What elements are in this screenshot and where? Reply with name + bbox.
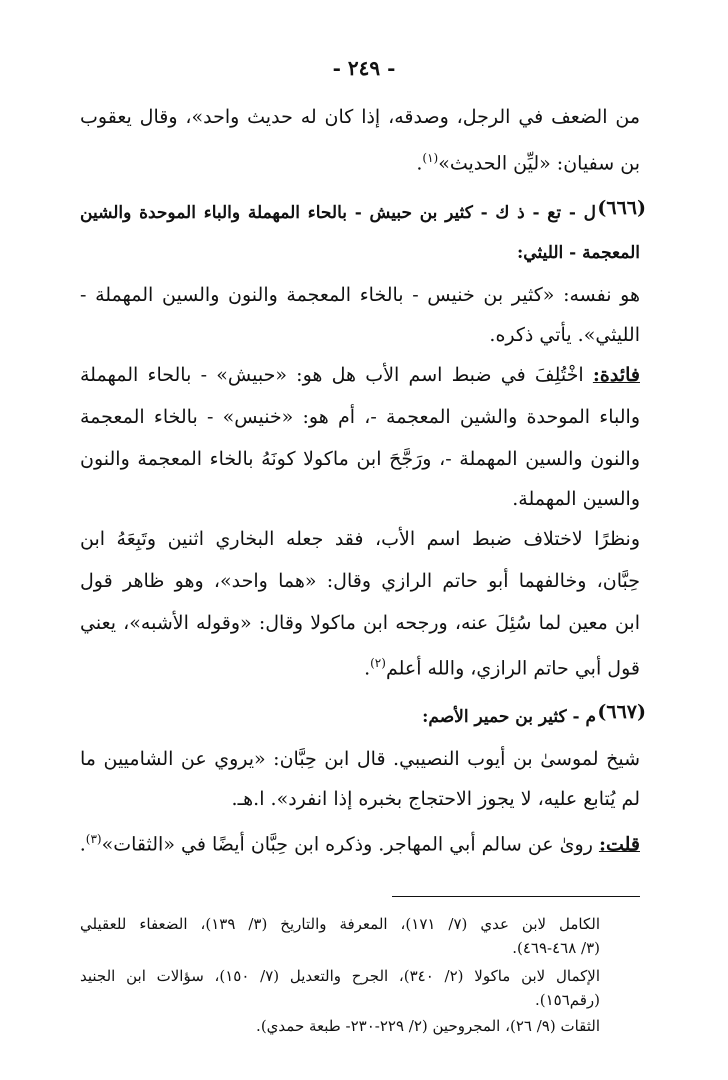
text-line: قلت: روىٰ عن سالم أبي المهاجر. وذكره ابن حِبَّان أيضًا في «الثقات»$^{(٣)}$. <box>80 832 640 856</box>
footnote-text: الكامل لابن عدي (٧/ ١٧١)، المعرفة والتاريخ (٣/ ١٣٩)، الضعفاء للعقيلي <box>80 915 600 933</box>
text-line: الليثي». يأتي ذكره. <box>489 324 640 346</box>
footnote-text: الإكمال لابن ماكولا (٢/ ٣٤٠)، الجرح والتعديل (٧/ ١٥٠)، سؤالات ابن الجنيد <box>80 967 600 985</box>
text-line: والنون والسين المهملة -، ورَجَّحَ ابن ماكولا كونَهُ بالخاء المعجمة والنون <box>80 448 640 470</box>
text-line: هو نفسه: «كثير بن خنيس - بالخاء المعجمة والنون والسين المهملة - <box>80 284 640 306</box>
text-line: بن سفيان: «ليِّن الحديث»$^{(١)}$. <box>416 151 640 175</box>
qult-label: قلت: <box>598 833 640 856</box>
text-line: والسين المهملة. <box>512 488 640 510</box>
footnote-divider <box>392 896 640 897</box>
text-line: فائدة: اخْتُلِفَ في ضبط اسم الأب هل هو: «حبيش» - بالحاء المهملة <box>80 364 640 386</box>
text-line: قول أبي حاتم الرازي، والله أعلم$^{(٢)}$. <box>364 656 640 680</box>
text-line: من الضعف في الرجل، وصدقه، إذا كان له حديث واحد»، وقال يعقوب <box>80 106 640 128</box>
entry-number: (٦٦٦) <box>597 197 646 219</box>
text-line: والباء الموحدة والشين المعجمة -، أم هو: «خنيس» - بالخاء المعجمة <box>80 406 640 428</box>
text-line: شيخ لموسىٰ بن أيوب النصيبي. قال ابن حِبَّان: «يروي عن الشاميين ما <box>80 748 640 770</box>
text-line: ابن معين لما سُئِلَ عنه، ورجحه ابن ماكولا وقال: «وقوله الأشبه»، يعني <box>80 612 640 634</box>
entry-heading: المعجمة - الليثي: <box>517 243 640 263</box>
footnote-text: (٣/ ٤٦٨-٤٦٩). <box>512 939 600 957</box>
entry-heading: ل - تع - ذ ك - كثير بن حبيش - بالحاء المهملة والباء الموحدة والشين <box>80 203 596 223</box>
text-line: لم يُتابع عليه، لا يجوز الاحتجاج بخبره إذا انفرد». ا.هـ. <box>231 788 640 810</box>
footnote-ref: (١) <box>422 151 439 165</box>
entry-heading: م - كثير بن حمير الأصم: <box>422 707 596 727</box>
page-number: - ٢٤٩ - <box>332 56 396 80</box>
entry-number: (٦٦٧) <box>597 701 646 723</box>
footnote-text: الثقات (٩/ ٢٦)، المجروحين (٢/ ٢٢٩-٢٣٠- طبعة حمدي). <box>256 1017 600 1035</box>
footnote-text: (رقم١٥٦). <box>534 991 600 1009</box>
footnote-ref: (٢) <box>370 656 386 670</box>
text-line: ونظرًا لاختلاف ضبط اسم الأب، فقد جعله البخاري اثنين وتَبِعَهُ ابن <box>80 528 640 550</box>
faida-label: فائدة: <box>592 364 640 386</box>
text-line: حِبَّان، وخالفهما أبو حاتم الرازي وقال: «هما واحد»، وهو ظاهر قول <box>80 570 640 592</box>
footnote-ref: (٣) <box>85 832 102 846</box>
